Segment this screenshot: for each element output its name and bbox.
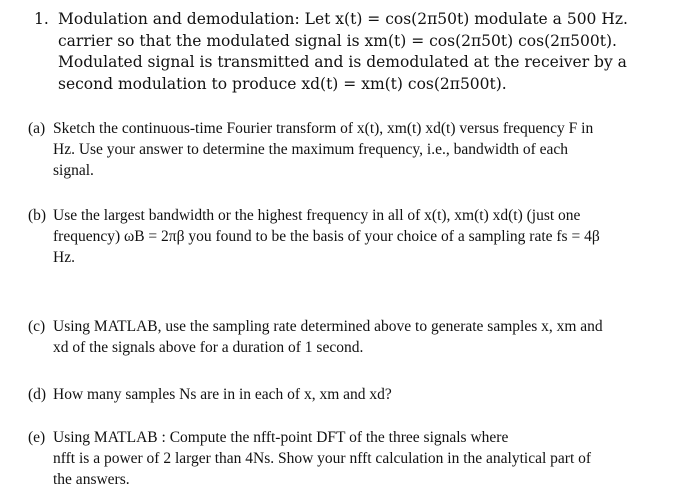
part-e-line-1: Using MATLAB : Compute the nfft-point DFT of the three signals where [53,429,509,446]
part-c-text [53,316,653,358]
part-c-label: (c) [28,318,46,335]
part-e-text [53,427,653,490]
part-a-line-1: Sketch the continuous-time Fourier transform of x(t), xm(t) xd(t) versus frequency F in [53,120,594,137]
part-c-line-2: xd of the signals above for a duration of 1 second. [53,339,364,356]
problem-line-1: Modulation and demodulation: Let x(t) = cos(2π50t) modulate a 500 Hz. [58,10,628,28]
part-d-line-1: How many samples Ns are in in each of x, xm and xd? [53,386,392,403]
part-a-text [53,118,653,181]
part-d-label: (d) [28,386,47,403]
part-b-line-1: Use the largest bandwidth or the highest frequency in all of x(t), xm(t) xd(t) (just one [53,207,581,224]
part-e-label: (e) [28,429,46,446]
part-a-line-2: Hz. Use your answer to determine the maximum frequency, i.e., bandwidth of each [53,141,569,158]
problem-line-3: Modulated signal is transmitted and is demodulated at the receiver by a [58,53,627,71]
part-b-text [53,205,653,268]
part-a-label: (a) [28,120,46,137]
part-a-line-3: signal. [53,162,94,179]
problem-number: 1. [34,10,49,28]
part-d-text [53,384,653,405]
part-b-line-2: frequency) ωB = 2πβ you found to be the basis of your choice of a sampling rate fs = 4β [53,228,600,245]
problem-body [58,9,638,95]
problem-line-2: carrier so that the modulated signal is xm(t) = cos(2π50t) cos(2π500t). [58,31,617,50]
problem-line-4: second modulation to produce xd(t) = xm(t) cos(2π500t). [58,74,507,93]
part-e-line-2: nfft is a power of 2 larger than 4Ns. Show your nfft calculation in the analytical part of [53,450,592,467]
part-c-line-1: Using MATLAB, use the sampling rate determined above to generate samples x, xm and [53,318,603,335]
part-b-line-3: Hz. [53,249,75,266]
part-e-line-3: the answers. [53,471,130,488]
part-b-label: (b) [28,207,47,224]
